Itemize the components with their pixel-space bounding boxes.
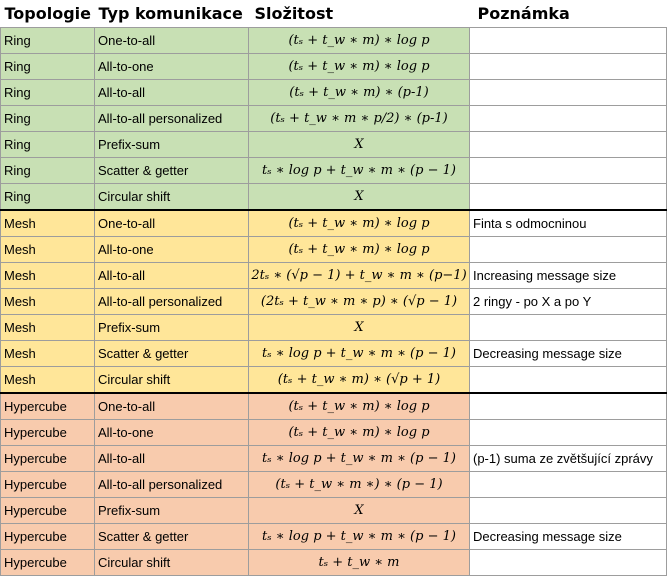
cell-comm-type[interactable]: All-to-all personalized — [95, 472, 249, 498]
cell-note[interactable] — [470, 498, 667, 524]
cell-complexity[interactable]: tₛ + t_w ∗ m — [249, 550, 470, 576]
cell-comm-type[interactable]: Scatter & getter — [95, 524, 249, 550]
cell-note[interactable] — [470, 472, 667, 498]
cell-note[interactable] — [470, 80, 667, 106]
table-row — [1, 132, 667, 158]
cell-note[interactable]: Increasing message size — [470, 263, 667, 289]
cell-topology[interactable]: Hypercube — [1, 393, 95, 420]
cell-comm-type[interactable]: All-to-all personalized — [95, 106, 249, 132]
cell-note[interactable] — [470, 237, 667, 263]
cell-topology[interactable]: Hypercube — [1, 524, 95, 550]
cell-topology[interactable]: Ring — [1, 132, 95, 158]
table-row — [1, 158, 667, 184]
cell-note[interactable] — [470, 132, 667, 158]
cell-note[interactable] — [470, 158, 667, 184]
cell-comm-type[interactable]: Prefix-sum — [95, 132, 249, 158]
cell-note[interactable] — [470, 367, 667, 394]
table-row — [1, 263, 667, 289]
cell-complexity[interactable]: (tₛ + t_w ∗ m) ∗ log p — [249, 28, 470, 54]
cell-complexity[interactable]: X — [249, 315, 470, 341]
cell-note[interactable] — [470, 550, 667, 576]
cell-complexity[interactable]: (tₛ + t_w ∗ m) ∗ (√p + 1) — [249, 367, 470, 394]
cell-complexity[interactable]: X — [249, 498, 470, 524]
cell-topology[interactable]: Hypercube — [1, 498, 95, 524]
table-row — [1, 80, 667, 106]
table-row — [1, 54, 667, 80]
cell-topology[interactable]: Mesh — [1, 237, 95, 263]
cell-comm-type[interactable]: Scatter & getter — [95, 341, 249, 367]
table-row — [1, 341, 667, 367]
cell-comm-type[interactable]: All-to-all personalized — [95, 289, 249, 315]
cell-complexity[interactable]: (tₛ + t_w ∗ m) ∗ log p — [249, 54, 470, 80]
cell-comm-type[interactable]: Prefix-sum — [95, 498, 249, 524]
cell-note[interactable] — [470, 420, 667, 446]
header-comm-type[interactable]: Typ komunikace — [95, 0, 249, 28]
cell-comm-type[interactable]: Circular shift — [95, 550, 249, 576]
cell-topology[interactable]: Ring — [1, 54, 95, 80]
cell-note[interactable] — [470, 315, 667, 341]
cell-comm-type[interactable]: Circular shift — [95, 367, 249, 394]
table-row — [1, 106, 667, 132]
cell-comm-type[interactable]: All-to-one — [95, 237, 249, 263]
cell-note[interactable]: Decreasing message size — [470, 524, 667, 550]
cell-note[interactable]: 2 ringy - po X a po Y — [470, 289, 667, 315]
table-row — [1, 524, 667, 550]
cell-complexity[interactable]: X — [249, 132, 470, 158]
cell-note[interactable]: Decreasing message size — [470, 341, 667, 367]
cell-note[interactable] — [470, 393, 667, 420]
cell-comm-type[interactable]: All-to-all — [95, 263, 249, 289]
cell-comm-type[interactable]: All-to-all — [95, 80, 249, 106]
cell-complexity[interactable]: 2tₛ ∗ (√p − 1) + t_w ∗ m ∗ (p−1) — [249, 263, 470, 289]
table-row — [1, 28, 667, 54]
table-row — [1, 289, 667, 315]
cell-topology[interactable]: Mesh — [1, 210, 95, 237]
cell-complexity[interactable]: (tₛ + t_w ∗ m) ∗ log p — [249, 393, 470, 420]
table-row — [1, 210, 667, 237]
cell-topology[interactable]: Mesh — [1, 289, 95, 315]
cell-complexity[interactable]: tₛ ∗ log p + t_w ∗ m ∗ (p − 1) — [249, 158, 470, 184]
cell-comm-type[interactable]: All-to-one — [95, 54, 249, 80]
cell-complexity[interactable]: tₛ ∗ log p + t_w ∗ m ∗ (p − 1) — [249, 341, 470, 367]
cell-topology[interactable]: Ring — [1, 80, 95, 106]
cell-complexity[interactable]: (tₛ + t_w ∗ m ∗) ∗ (p − 1) — [249, 472, 470, 498]
cell-complexity[interactable]: (tₛ + t_w ∗ m) ∗ log p — [249, 420, 470, 446]
cell-comm-type[interactable]: One-to-all — [95, 210, 249, 237]
cell-topology[interactable]: Mesh — [1, 341, 95, 367]
table-row — [1, 420, 667, 446]
cell-complexity[interactable]: (tₛ + t_w ∗ m) ∗ log p — [249, 237, 470, 263]
cell-topology[interactable]: Hypercube — [1, 550, 95, 576]
cell-comm-type[interactable]: All-to-all — [95, 446, 249, 472]
cell-note[interactable] — [470, 184, 667, 211]
cell-topology[interactable]: Ring — [1, 106, 95, 132]
cell-comm-type[interactable]: Scatter & getter — [95, 158, 249, 184]
header-complexity[interactable]: Složitost — [249, 0, 470, 28]
cell-comm-type[interactable]: Prefix-sum — [95, 315, 249, 341]
cell-topology[interactable]: Ring — [1, 28, 95, 54]
cell-complexity[interactable]: tₛ ∗ log p + t_w ∗ m ∗ (p − 1) — [249, 524, 470, 550]
cell-topology[interactable]: Mesh — [1, 263, 95, 289]
table-row — [1, 472, 667, 498]
table-row — [1, 367, 667, 394]
cell-complexity[interactable]: (2tₛ + t_w ∗ m ∗ p) ∗ (√p − 1) — [249, 289, 470, 315]
cell-complexity[interactable]: (tₛ + t_w ∗ m) ∗ (p-1) — [249, 80, 470, 106]
header-row — [1, 0, 667, 28]
cell-complexity[interactable]: tₛ ∗ log p + t_w ∗ m ∗ (p − 1) — [249, 446, 470, 472]
cell-note[interactable]: Finta s odmocninou — [470, 210, 667, 237]
cell-topology[interactable]: Mesh — [1, 315, 95, 341]
table-row — [1, 498, 667, 524]
cell-topology[interactable]: Ring — [1, 184, 95, 211]
table-row — [1, 393, 667, 420]
cell-complexity[interactable]: (tₛ + t_w ∗ m) ∗ log p — [249, 210, 470, 237]
cell-topology[interactable]: Ring — [1, 158, 95, 184]
cell-note[interactable] — [470, 54, 667, 80]
cell-comm-type[interactable]: One-to-all — [95, 28, 249, 54]
table-row — [1, 184, 667, 211]
cell-topology[interactable]: Mesh — [1, 367, 95, 394]
table-row — [1, 550, 667, 576]
cell-comm-type[interactable]: All-to-one — [95, 420, 249, 446]
cell-note[interactable]: (p-1) suma ze zvětšující zprávy — [470, 446, 667, 472]
header-topology[interactable]: Topologie — [1, 0, 95, 28]
cell-complexity[interactable]: X — [249, 184, 470, 211]
cell-topology[interactable]: Hypercube — [1, 446, 95, 472]
table-row — [1, 446, 667, 472]
cell-complexity[interactable]: (tₛ + t_w ∗ m ∗ p/2) ∗ (p-1) — [249, 106, 470, 132]
table-row — [1, 315, 667, 341]
cell-topology[interactable]: Hypercube — [1, 472, 95, 498]
cell-topology[interactable]: Hypercube — [1, 420, 95, 446]
cell-comm-type[interactable]: Circular shift — [95, 184, 249, 211]
table-row — [1, 237, 667, 263]
cell-note[interactable] — [470, 106, 667, 132]
header-note[interactable]: Poznámka — [470, 0, 667, 28]
cell-note[interactable] — [470, 28, 667, 54]
cell-comm-type[interactable]: One-to-all — [95, 393, 249, 420]
